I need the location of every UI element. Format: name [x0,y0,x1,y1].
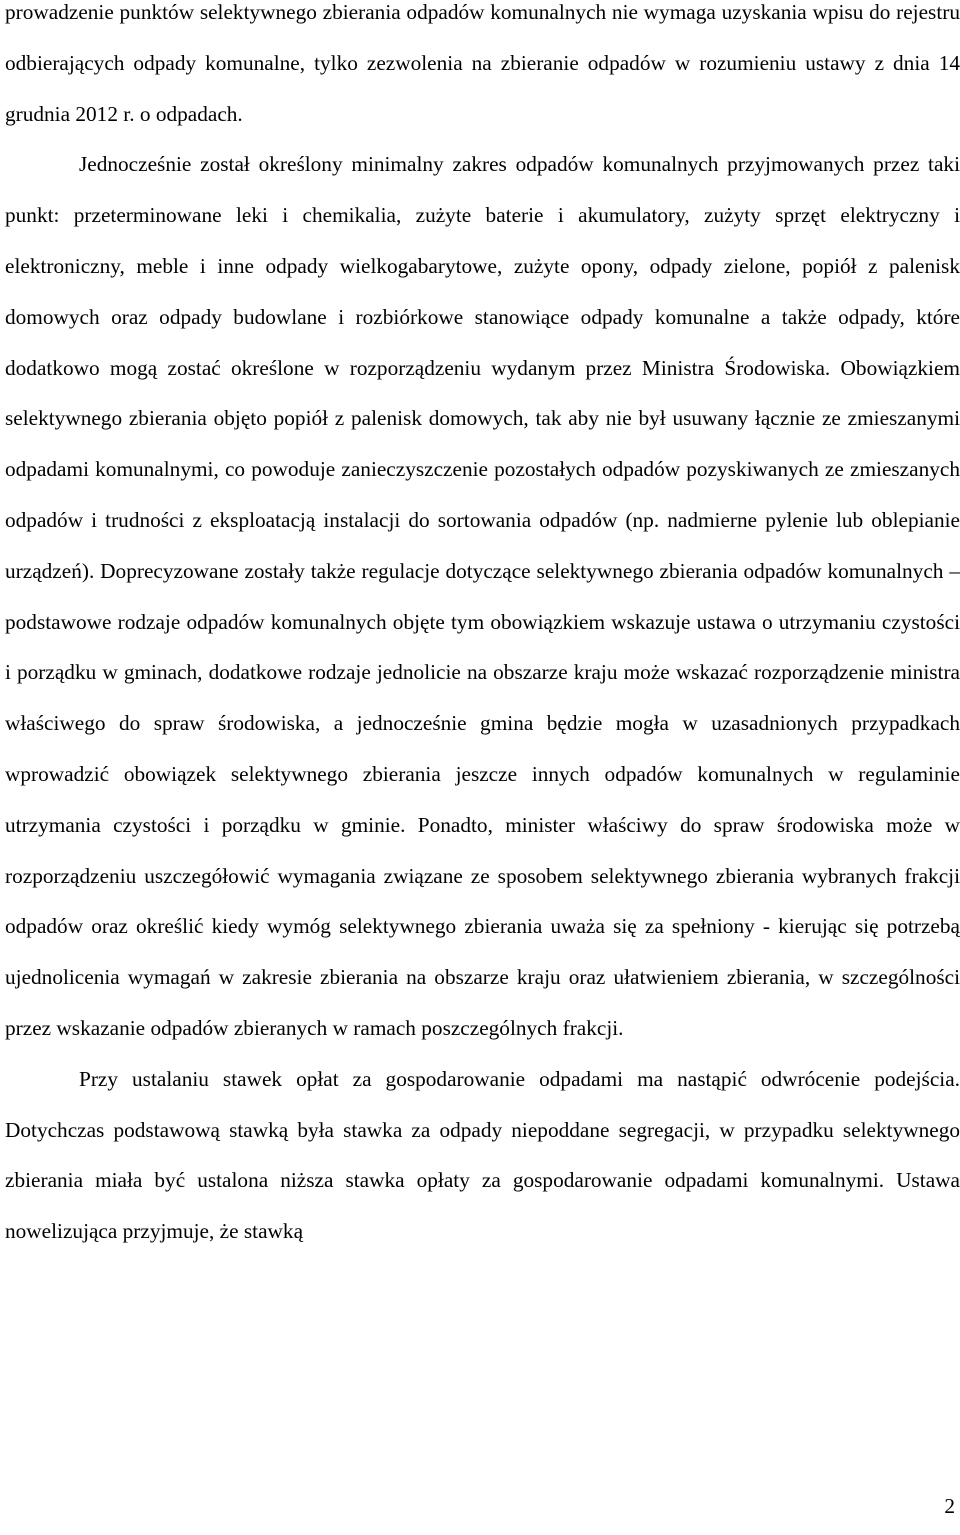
paragraph-3: Przy ustalaniu stawek opłat za gospodarowanie odpadami ma nastąpić odwrócenie podejścia. Dotychczas podstawową stawką była stawka za odpady niepoddane segregacji, w przypadku selektywnego zbierania miała być ustalona niższa stawka opłaty za gospodarowanie odpadami komunalnymi. Ustawa nowelizująca przyjmuje, że stawką [5,1066,960,1244]
paragraph-2: Jednocześnie został określony minimalny zakres odpadów komunalnych przyjmowanych przez taki punkt: przeterminowane leki i chemikalia, zużyte baterie i akumulatory, zużyty sprzęt elektryczny i elektroniczny, meble i inne odpady wielkogabarytowe, zużyte opony, odpady zielone, popiół z palenisk domowych oraz odpady budowlane i rozbiórkowe stanowiące odpady komunalne a także odpady, które dodatkowo mogą zostać określone w rozporządzeniu wydanym przez Ministra Środowiska. Obowiązkiem selektywnego zbierania objęto popiół z palenisk domowych, tak aby nie był usuwany łącznie ze zmieszanymi odpadami komunalnymi, co powoduje zanieczyszczenie pozostałych odpadów pozyskiwanych ze zmieszanych odpadów i trudności z eksploatacją instalacji do sortowania odpadów (np. nadmierne pylenie lub oblepianie urządzeń). Doprecyzowane zostały także regulacje dotyczące selektywnego zbierania odpadów komunalnych – podstawowe rodzaje odpadów komunalnych objęte tym obowiązkiem wskazuje ustawa o utrzymaniu czystości i porządku w gminach, dodatkowe rodzaje jednolicie na obszarze kraju może wskazać rozporządzenie ministra właściwego do spraw środowiska, a jednocześnie gmina będzie mogła w uzasadnionych przypadkach wprowadzić obowiązek selektywnego zbierania jeszcze innych odpadów komunalnych w regulaminie utrzymania czystości i porządku w gminie. Ponadto, minister właściwy do spraw środowiska może w rozporządzeniu uszczegółowić wymagania związane ze sposobem selektywnego zbierania wybranych frakcji odpadów oraz określić kiedy wymóg selektywnego zbierania uważa się za spełniony - kierując się potrzebą ujednolicenia wymagań w zakresie zbierania na obszarze kraju oraz ułatwieniem zbierania, w szczególności przez wskazanie odpadów zbieranych w ramach poszczególnych frakcji. [5,152,960,1040]
document-page [5,0,960,1257]
page-number: 2 [944,1494,955,1518]
paragraph-1: prowadzenie punktów selektywnego zbierania odpadów komunalnych nie wymaga uzyskania wpisu do rejestru odbierających odpady komunalne, tylko zezwolenia na zbieranie odpadów w rozumieniu ustawy z dnia 14 grudnia 2012 r. o odpadach. [5,0,960,126]
